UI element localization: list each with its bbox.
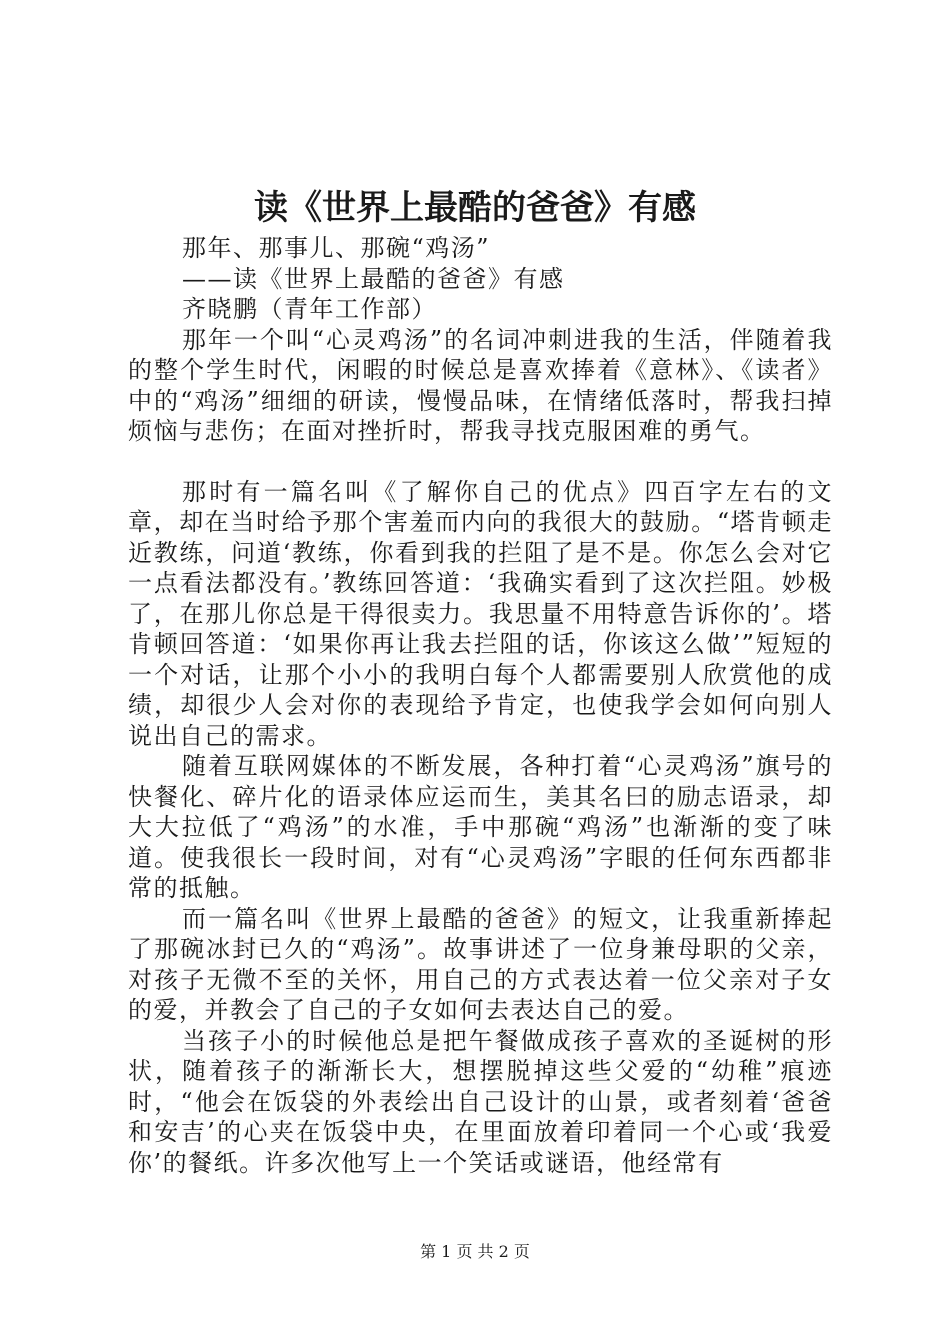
document-title: 读《世界上最酷的爸爸》有感: [254, 188, 696, 228]
paragraph: 而一篇名叫《世界上最酷的爸爸》的短文，让我重新捧起了那碗冰封已久的“鸡汤”。故事讲述了一位身兼母职的父亲，对孩子无微不至的关怀，用自己的方式表达着一位父亲对子女的爱，并教会了自己的子女如何去表达自己的爱。: [128, 904, 833, 1024]
page-footer: 第 1 页 共 2 页: [420, 1242, 530, 1261]
paragraph: 那时有一篇名叫《了解你自己的优点》四百字左右的文章，却在当时给予那个害羞而内向的我很大的鼓励。“塔肯顿走近教练，问道‘教练，你看到我的拦阻了是不是。你怎么会对它一点看法都没有。’教练回答道：‘我确实看到了这次拦阻。妙极了，在那儿你总是干得很卖力。我思量不用特意告诉你的’。塔肯顿回答道：‘如果你再让我去拦阻的话，你该这么做’”短短的一个对话，让那个小小的我明白每个人都需要别人欣赏他的成绩，却很少人会对你的表现给予肯定，也使我学会如何向别人说出自己的需求。: [128, 477, 833, 750]
paragraph: 随着互联网媒体的不断发展，各种打着“心灵鸡汤”旗号的快餐化、碎片化的语录体应运而生，美其名曰的励志语录，却大大拉低了“鸡汤”的水准，手中那碗“鸡汤”也渐渐的变了味道。使我很长一段时间，对有“心灵鸡汤”字眼的任何东西都非常的抵触。: [128, 752, 833, 902]
author-line: 齐晓鹏（青年工作部）: [182, 295, 437, 323]
paragraph: 那年一个叫“心灵鸡汤”的名词冲刺进我的生活，伴随着我的整个学生时代，闲暇的时候总是喜欢捧着《意林》、《读者》中的“鸡汤”细细的研读，慢慢品味，在情绪低落时，帮我扫掉烦恼与悲伤；在面对挫折时，帮我寻找克服困难的勇气。: [128, 325, 833, 445]
subtitle-line: 那年、那事儿、那碗“鸡汤”: [182, 234, 491, 262]
paragraph: 当孩子小的时候他总是把午餐做成孩子喜欢的圣诞树的形状，随着孩子的渐渐长大，想摆脱掉这些父爱的“幼稚”痕迹时，“他会在饭袋的外表绘出自己设计的山景，或者刻着‘爸爸和安吉’的心夹在饭袋中央，在里面放着印着同一个心或‘我爱你’的餐纸。许多次他写上一个笑话或谜语，他经常有: [128, 1026, 833, 1177]
document-body: [128, 233, 833, 1178]
subtitle-line: ——读《世界上最酷的爸爸》有感: [182, 264, 565, 293]
